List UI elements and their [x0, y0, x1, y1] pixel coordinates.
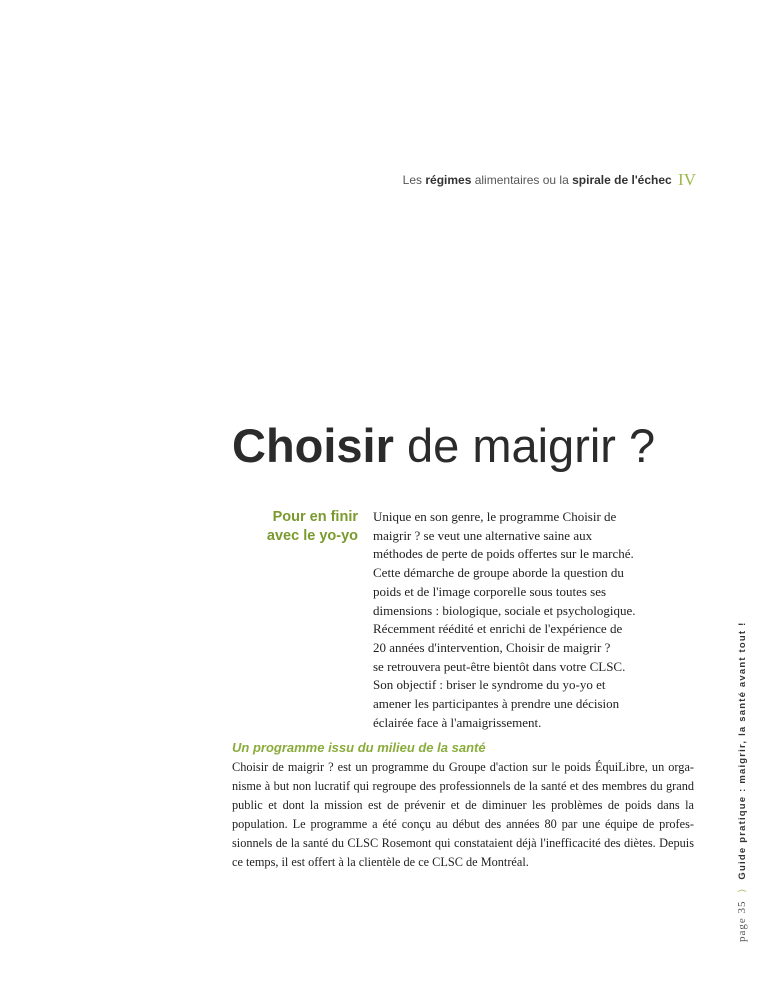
page-title — [232, 418, 655, 474]
body-line: nisme à but non lucratif qui regroupe des professionnels de la santé et des membres du grand — [232, 778, 694, 793]
intro-line: se retrouvera peut-être bientôt dans votre CLSC. — [373, 658, 626, 674]
body-line: ce temps, il est offert à la clientèle de ce CLSC de Montréal. — [232, 854, 529, 869]
intro-line: Cette démarche de groupe aborde la question du — [373, 565, 624, 581]
intro-line: Son objectif : briser le syndrome du yo-yo et — [373, 677, 606, 693]
page-number: page 35 — [736, 900, 748, 942]
intro-line: amener les participantes à prendre une décision — [373, 696, 620, 712]
header-keyword-spirale: spirale de l'échec — [572, 173, 672, 187]
running-header — [403, 170, 696, 190]
guide-title: Guide pratique : maigrir, la santé avant tout ! — [737, 621, 748, 880]
side-subtitle — [238, 508, 358, 546]
intro-line: éclairée face à l'amaigrissement. — [373, 714, 542, 730]
intro-line: poids et de l'image corporelle sous toutes ses — [373, 583, 607, 599]
intro-line: méthodes de perte de poids offertes sur le marché. — [373, 546, 634, 562]
body-line: population. Le programme a été conçu au début des années 80 par une équipe de profes- — [232, 816, 694, 831]
header-keyword-regimes: régimes — [425, 173, 472, 187]
vertical-footer — [736, 612, 748, 942]
intro-line: 20 années d'intervention, Choisir de maigrir ? — [373, 639, 611, 655]
intro-line: Unique en son genre, le programme Choisir de — [373, 509, 617, 524]
footer-separator-icon: ⟩ — [737, 887, 748, 893]
intro-paragraph — [373, 508, 673, 732]
body-line: public et dont la mission est de prévenir et de diminuer les problèmes de poids dans la — [232, 797, 694, 812]
subtitle-line-2: avec le yo-yo — [266, 528, 358, 544]
section-paragraph — [232, 758, 694, 871]
subtitle-line-1: Pour en finir — [272, 509, 358, 525]
body-line: sionnels de la santé du CLSC Rosemont qui constataient déjà l'inefficacité des diètes. Depuis — [232, 835, 694, 850]
body-line: Choisir de maigrir ? est un programme du Groupe d'action sur le poids ÉquiLibre, un orga- — [232, 760, 694, 774]
header-middle: alimentaires ou la — [474, 173, 569, 187]
section-heading: Un programme issu du milieu de la santé — [232, 740, 486, 755]
intro-line: maigrir ? se veut une alternative saine aux — [373, 527, 593, 543]
chapter-number: IV — [678, 170, 696, 189]
title-bold: Choisir — [232, 419, 394, 472]
intro-line: dimensions : biologique, sociale et psychologique. — [373, 602, 636, 618]
intro-line: Récemment réédité et enrichi de l'expérience de — [373, 621, 623, 637]
header-prefix: Les — [402, 173, 422, 187]
title-rest: de maigrir ? — [406, 419, 656, 472]
